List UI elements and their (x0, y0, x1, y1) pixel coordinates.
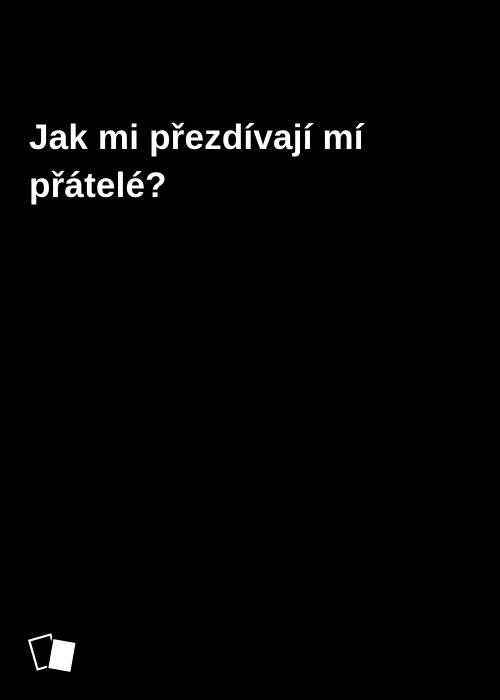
stacked-cards-icon (28, 628, 88, 676)
card-prompt: Jak mi přezdívají mí přátelé? (29, 118, 364, 205)
front-card-shape (47, 638, 76, 673)
